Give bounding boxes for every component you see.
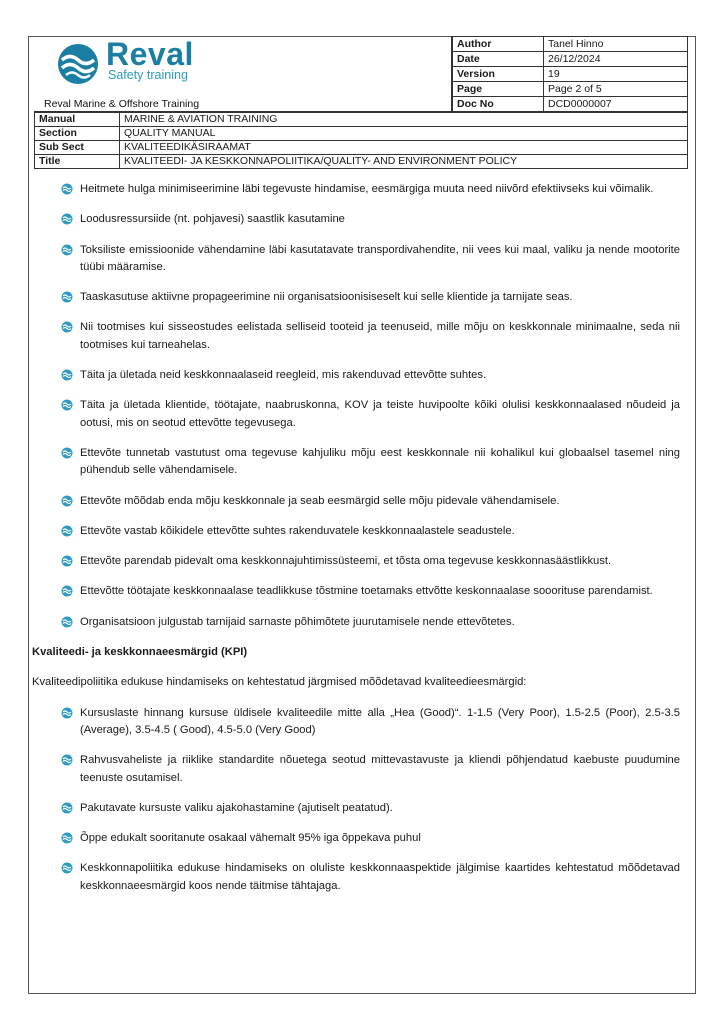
document-header xyxy=(34,36,688,169)
wave-bullet-icon xyxy=(61,369,73,381)
logo-subtitle: Safety training xyxy=(108,68,188,82)
list-item xyxy=(62,523,680,540)
wave-bullet-icon xyxy=(61,832,73,844)
info-key: Section xyxy=(35,127,120,141)
list-item-text: Ettevõte tunnetab vastutust oma tegevuse kahjuliku mõju eest keskkonnale nii kohalikul kui globaalsel tasemel ning pühendub selle vähendamisele. xyxy=(80,446,680,477)
list-item-text: Kursuslaste hinnang kursuse üldisele kvaliteedile mitte alla „Hea (Good)“. 1-1.5 (Very Poor), 1.5-2.5 (Poor), 2.5-3.5 (Average), 3.5-4.5 ( Good), 4.5-5.0 (Very Good) xyxy=(80,706,680,736)
wave-bullet-icon xyxy=(61,495,73,507)
meta-key: Version xyxy=(453,67,544,82)
wave-bullet-icon xyxy=(61,616,73,628)
meta-row xyxy=(453,67,688,82)
list-item xyxy=(62,242,680,277)
list-item xyxy=(62,181,680,198)
list-item xyxy=(62,367,680,384)
wave-bullet-icon xyxy=(61,291,73,303)
meta-value: Page 2 of 5 xyxy=(544,82,688,97)
info-key: Sub Sect xyxy=(35,141,120,155)
logo-title: Reval xyxy=(106,36,194,72)
info-row xyxy=(35,155,688,169)
list-item-text: Organisatsioon julgustab tarnijaid sarnaste põhimõtete juurutamisele nende ettevõtetes. xyxy=(80,615,515,628)
list-item xyxy=(62,752,680,787)
meta-row xyxy=(453,82,688,97)
list-item-text: Õppe edukalt sooritanute osakaal vähemalt 95% iga õppekava puhul xyxy=(80,832,421,845)
info-row xyxy=(35,141,688,155)
wave-bullet-icon xyxy=(61,754,73,766)
info-value: MARINE & AVIATION TRAINING xyxy=(120,113,688,127)
wave-bullet-icon xyxy=(61,862,73,874)
list-item xyxy=(62,553,680,570)
meta-key: Author xyxy=(453,37,544,52)
wave-bullet-icon xyxy=(61,802,73,814)
list-item-text: Ettevõtte töötajate keskkonnaalase teadlikkuse tõstmine toetamaks ettvõtte keskonnaalase sooorituse parendamist. xyxy=(80,585,653,598)
list-item-text: Ettevõte parendab pidevalt oma keskkonnajuhtimissüsteemi, et tõsta oma tegevuse keskkonnasäästlikkust. xyxy=(80,555,612,568)
meta-key: Page xyxy=(453,82,544,97)
info-value: KVALITEEDI- JA KESKKONNAPOLIITIKA/QUALITY- AND ENVIRONMENT POLICY xyxy=(120,155,688,169)
wave-bullet-icon xyxy=(61,555,73,567)
list-item xyxy=(62,705,680,740)
list-item-text: Pakutavate kursuste valiku ajakohastamine (ajutiselt peatatud). xyxy=(80,801,393,814)
list-item-text: Keskkonnapoliitika edukuse hindamiseks on oluliste keskkonnaaspektide jälgimise kaartides kehtestatud mõõdetavad keskkonnaeesmärgid koos nende täitmise tähtajaga. xyxy=(80,862,680,892)
info-key: Manual xyxy=(35,113,120,127)
meta-row xyxy=(453,97,688,112)
list-item xyxy=(62,397,680,432)
wave-bullet-icon xyxy=(61,525,73,537)
wave-bullet-icon xyxy=(61,213,73,225)
wave-bullet-icon xyxy=(61,399,73,411)
list-item-text: Ettevõte mõõdab enda mõju keskkonnale ja seab eesmärgid selle mõju pidevale vähendamisele. xyxy=(80,494,560,507)
reval-logo xyxy=(54,38,244,86)
list-item-text: Taaskasutuse aktiivne propageerimine nii organisatsioonisiseselt kui selle klientide ja tarnijate seas. xyxy=(80,291,573,304)
meta-table xyxy=(452,36,688,112)
logo-area xyxy=(34,36,452,112)
document-body xyxy=(32,181,680,908)
kpi-list xyxy=(62,705,680,895)
info-value: QUALITY MANUAL xyxy=(120,127,688,141)
list-item-text: Ettevõte vastab kõikidele ettevõtte suhtes rakenduvatele keskkonnaalastele seadustele. xyxy=(80,524,515,537)
wave-bullet-icon xyxy=(61,321,73,333)
meta-value: 26/12/2024 xyxy=(544,52,688,67)
meta-value: DCD0000007 xyxy=(544,97,688,112)
list-item xyxy=(62,830,680,847)
meta-key: Doc No xyxy=(453,97,544,112)
wave-logo-icon xyxy=(54,40,102,88)
info-value: KVALITEEDIKÄSIRAAMAT xyxy=(120,141,688,155)
list-item xyxy=(62,583,680,600)
info-table xyxy=(34,112,688,169)
list-item-text: Täita ja ületada neid keskkonnaalaseid reegleid, mis rakenduvad ettevõtte suhtes. xyxy=(80,369,487,382)
list-item xyxy=(62,211,680,228)
meta-row xyxy=(453,52,688,67)
list-item xyxy=(62,493,680,510)
list-item-text: Täita ja ületada klientide, töötajate, naabruskonna, KOV ja teiste huvipoolte kõiki olulisi keskkonnaalased nõudeid ja ootusi, mis on seotud ettevõtte tegevusega. xyxy=(80,399,680,429)
wave-bullet-icon xyxy=(61,585,73,597)
list-item-text: Heitmete hulga minimiseerimine läbi tegevuste hindamise, eesmärgiga muuta need niivõrd efektiivseks kui võimalik. xyxy=(80,183,654,195)
info-row xyxy=(35,127,688,141)
list-item-text: Toksiliste emissioonide vähendamine läbi kasutatavate transpordivahendite, nii vees kui maal, valiku ja nende mootorite tüübi määramise. xyxy=(80,243,680,273)
info-key: Title xyxy=(35,155,120,169)
meta-key: Date xyxy=(453,52,544,67)
kpi-intro: Kvaliteedipoliitika edukuse hindamiseks on kehtestatud järgmised mõõdetavad kvaliteedieesmärgid: xyxy=(32,676,527,689)
list-item xyxy=(62,289,680,306)
list-item xyxy=(62,614,680,631)
kpi-heading: Kvaliteedi- ja keskkonnaeesmärgid (KPI) xyxy=(32,646,248,659)
meta-value: 19 xyxy=(544,67,688,82)
policy-list xyxy=(62,181,680,631)
list-item xyxy=(62,445,680,480)
meta-value: Tanel Hinno xyxy=(544,37,688,52)
list-item xyxy=(62,860,680,895)
company-name: Reval Marine & Offshore Training xyxy=(44,98,200,110)
list-item-text: Nii tootmises kui sisseostudes eelistada selliseid tooteid ja teenuseid, mille mõju on keskkonnale minimaalne, seda nii tootmises kui tarneahelas. xyxy=(80,321,680,351)
list-item xyxy=(62,800,680,817)
wave-bullet-icon xyxy=(61,447,73,459)
list-item xyxy=(62,319,680,354)
meta-row xyxy=(453,37,688,52)
wave-bullet-icon xyxy=(61,244,73,256)
list-item-text: Rahvusvaheliste ja riiklike standardite nõuetega seotud mittevastavuste ja kliendi põhjendatud kaebuste puudumine teenuste osutamisel. xyxy=(80,754,680,784)
info-row xyxy=(35,113,688,127)
wave-bullet-icon xyxy=(61,183,73,195)
wave-bullet-icon xyxy=(61,707,73,719)
list-item-text: Loodusressursiide (nt. pohjavesi) saastlik kasutamine xyxy=(80,213,345,226)
